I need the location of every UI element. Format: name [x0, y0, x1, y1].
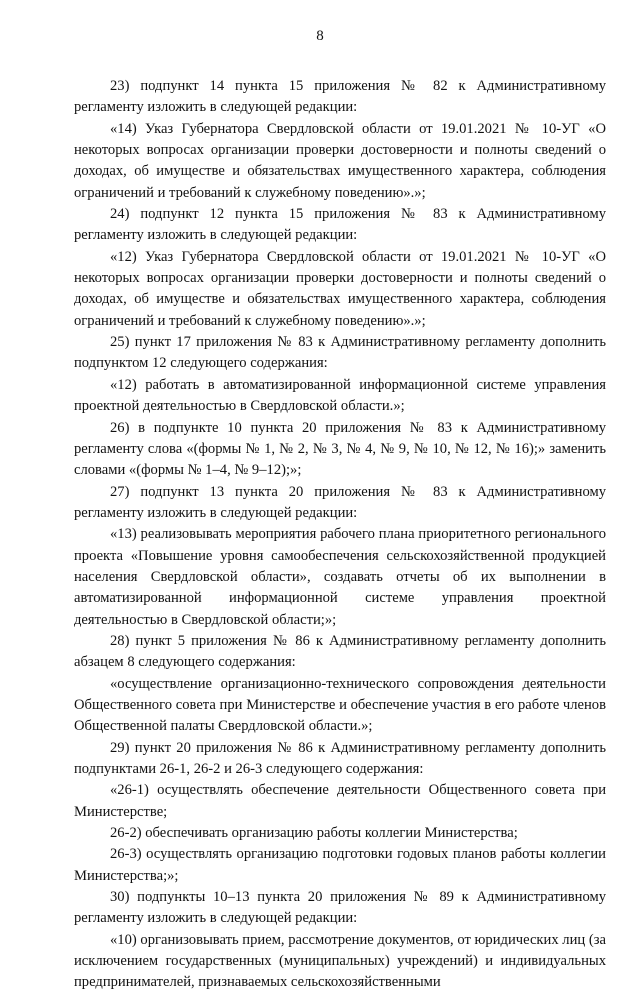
- paragraph-28-intro: 28) пункт 5 приложения № 86 к Административному регламенту дополнить абзацем 8 следующего содержания:: [74, 632, 606, 671]
- paragraph-24-intro: 24) подпункт 12 пункта 15 приложения № 83 к Административному регламенту изложить в следующей редакции:: [74, 206, 606, 244]
- paragraph-29-item-3: 26-3) осуществлять организацию подготовки годовых планов работы коллегии Министерства;»;: [74, 846, 606, 884]
- paragraph-27-text: «13) реализовывать мероприятия рабочего плана приоритетного регионального проекта «Повышение уровня самообеспечения сельскохозяйственной продукцией населения Свердловской области», создавать отчеты об их выполнении в автоматизированной информационной системе управления проектной деятельностью в Свердловской области;»;: [74, 526, 606, 628]
- paragraph-23-text: «14) Указ Губернатора Свердловской области от 19.01.2021 № 10-УГ «О некоторых вопросах организации проверки достоверности и полноты сведений о доходах, об имуществе и обязательствах имущественного характера, соблюдения ограничений и требований к служебному поведению».»;: [74, 120, 606, 201]
- paragraph-25-text: «12) работать в автоматизированной информационной системе управления проектной деятельностью в Свердловской области.»;: [74, 376, 606, 415]
- paragraph-23-intro: 23) подпункт 14 пункта 15 приложения № 82 к Административному регламенту изложить в следующей редакции:: [74, 78, 606, 116]
- paragraph-29-item-2: 26-2) обеспечивать организацию работы коллегии Министерства;: [110, 825, 518, 842]
- paragraph-28-text: «осуществление организационно-технического сопровождения деятельности Общественного совета при Министерстве и обеспечение участия в его работе членов Общественной палаты Свердловской области.»;: [74, 675, 606, 735]
- paragraph-24-text: «12) Указ Губернатора Свердловской области от 19.01.2021 № 10-УГ «О некоторых вопросах организации проверки достоверности и полноты сведений о доходах, об имуществе и обязательствах имущественного характера, соблюдения ограничений и требований к служебному поведению».»;: [74, 248, 606, 329]
- document-body: [74, 76, 606, 994]
- page-number: 8: [316, 28, 324, 44]
- paragraph-30-text: «10) организовывать прием, рассмотрение документов, от юридических лиц (за исключением государственных (муниципальных) учреждений) и индивидуальных предпринимателей, признаваемых сельскохозяйственными: [74, 931, 606, 991]
- paragraph-26: 26) в подпункте 10 пункта 20 приложения № 83 к Административному регламенту слова «(формы № 1, № 2, № 3, № 4, № 9, № 10, № 12, № 16);» заменить словами «(формы № 1–4, № 9–12);»;: [74, 419, 606, 479]
- paragraph-30-intro: 30) подпункты 10–13 пункта 20 приложения № 89 к Административному регламенту изложить в следующей редакции:: [74, 889, 606, 927]
- paragraph-27-intro: 27) подпункт 13 пункта 20 приложения № 83 к Административному регламенту изложить в следующей редакции:: [74, 483, 606, 521]
- paragraph-29-intro: 29) пункт 20 приложения № 86 к Административному регламенту дополнить подпунктами 26-1, 26-2 и 26-3 следующего содержания:: [74, 739, 606, 777]
- paragraph-29-item-1: «26-1) осуществлять обеспечение деятельности Общественного совета при Министерстве;: [74, 782, 606, 820]
- paragraph-25-intro: 25) пункт 17 приложения № 83 к Административному регламенту дополнить подпунктом 12 следующего содержания:: [74, 334, 606, 372]
